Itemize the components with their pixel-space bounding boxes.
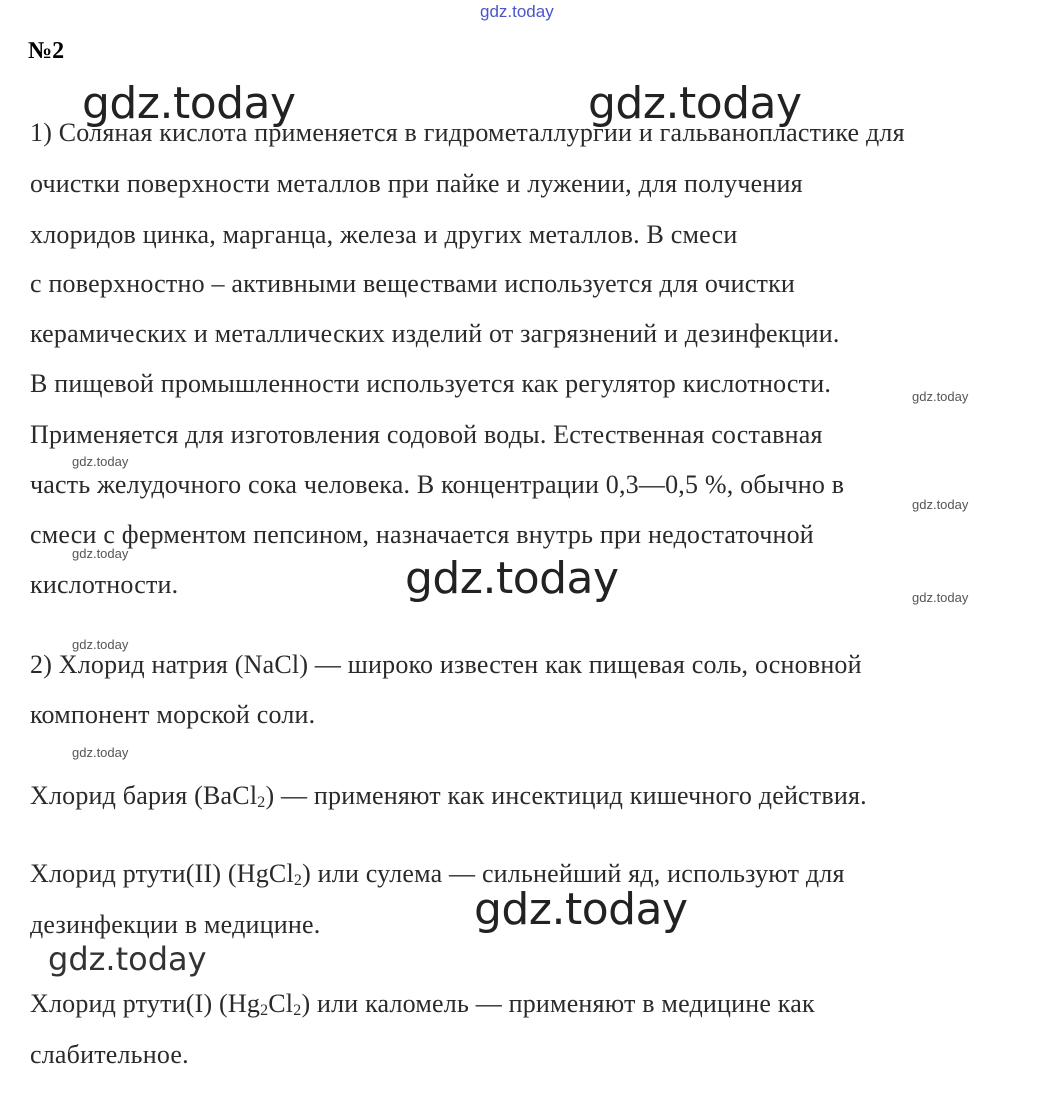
watermark-large-1: gdz.today — [82, 78, 296, 129]
watermark-large-4: gdz.today — [474, 884, 688, 935]
hg2cl2-text-pre: Хлорид ртути(I) (Hg — [30, 989, 261, 1018]
nacl-line-2: компонент морской соли. — [30, 700, 316, 729]
bacl2-subscript: 2 — [257, 794, 266, 811]
hg2cl2-text-post: ) или каломель — применяют в медицине как — [301, 989, 815, 1018]
paragraph1-line-5: керамических и металлических изделий от загрязнений и дезинфекции. — [30, 319, 840, 348]
hg2cl2-text-mid: Cl — [268, 989, 294, 1018]
bacl2-line — [30, 781, 867, 811]
hg2cl2-line-1 — [30, 989, 815, 1019]
hg2cl2-subscript-2: 2 — [293, 1002, 302, 1019]
watermark-top: gdz.today — [480, 2, 554, 21]
exercise-number: №2 — [28, 38, 65, 64]
paragraph1-line-4: с поверхностно – активными веществами используется для очистки — [30, 269, 796, 298]
nacl-line-1: 2) Хлорид натрия (NaCl) — широко известен как пищевая соль, основной — [30, 650, 862, 679]
watermark-small-2: gdz.today — [72, 454, 129, 469]
paragraph1-line-8: часть желудочного сока человека. В концентрации 0,3—0,5 %, обычно в — [30, 470, 845, 499]
bacl2-text-pre: Хлорид бария (BaCl — [30, 781, 258, 810]
bacl2-text-post: ) — применяют как инсектицид кишечного действия. — [265, 781, 867, 810]
watermark-medium: gdz.today — [48, 940, 207, 978]
hg2cl2-subscript-1: 2 — [260, 1002, 269, 1019]
watermark-small-5: gdz.today — [912, 590, 969, 605]
paragraph1-line-3: хлоридов цинка, марганца, железа и других металлов. В смеси — [30, 220, 738, 249]
paragraph1-line-7: Применяется для изготовления содовой воды. Естественная составная — [30, 420, 823, 449]
paragraph1-line-1: 1) Соляная кислота применяется в гидрометаллургии и гальванопластике для — [30, 118, 905, 147]
hg2cl2-line-2: слабительное. — [30, 1040, 189, 1069]
watermark-small-3: gdz.today — [912, 497, 969, 512]
watermark-small-1: gdz.today — [912, 389, 969, 404]
watermark-large-3: gdz.today — [405, 553, 619, 604]
watermark-small-4: gdz.today — [72, 546, 129, 561]
paragraph1-line-9: смеси с ферментом пепсином, назначается внутрь при недостаточной — [30, 520, 814, 549]
hgcl2-line-2: дезинфекции в медицине. — [30, 910, 321, 939]
paragraph1-line-2: очистки поверхности металлов при пайке и лужении, для получения — [30, 169, 803, 198]
hgcl2-text-post: ) или сулема — сильнейший яд, используют для — [302, 859, 845, 888]
paragraph1-line-6: В пищевой промышленности используется как регулятор кислотности. — [30, 369, 832, 398]
watermark-small-7: gdz.today — [72, 745, 129, 760]
hgcl2-text-pre: Хлорид ртути(II) (HgCl — [30, 859, 294, 888]
hgcl2-subscript: 2 — [293, 872, 303, 889]
watermark-large-2: gdz.today — [588, 78, 802, 129]
hgcl2-line-1 — [30, 859, 845, 889]
paragraph1-line-10: кислотности. — [30, 570, 179, 599]
watermark-small-6: gdz.today — [72, 637, 129, 652]
